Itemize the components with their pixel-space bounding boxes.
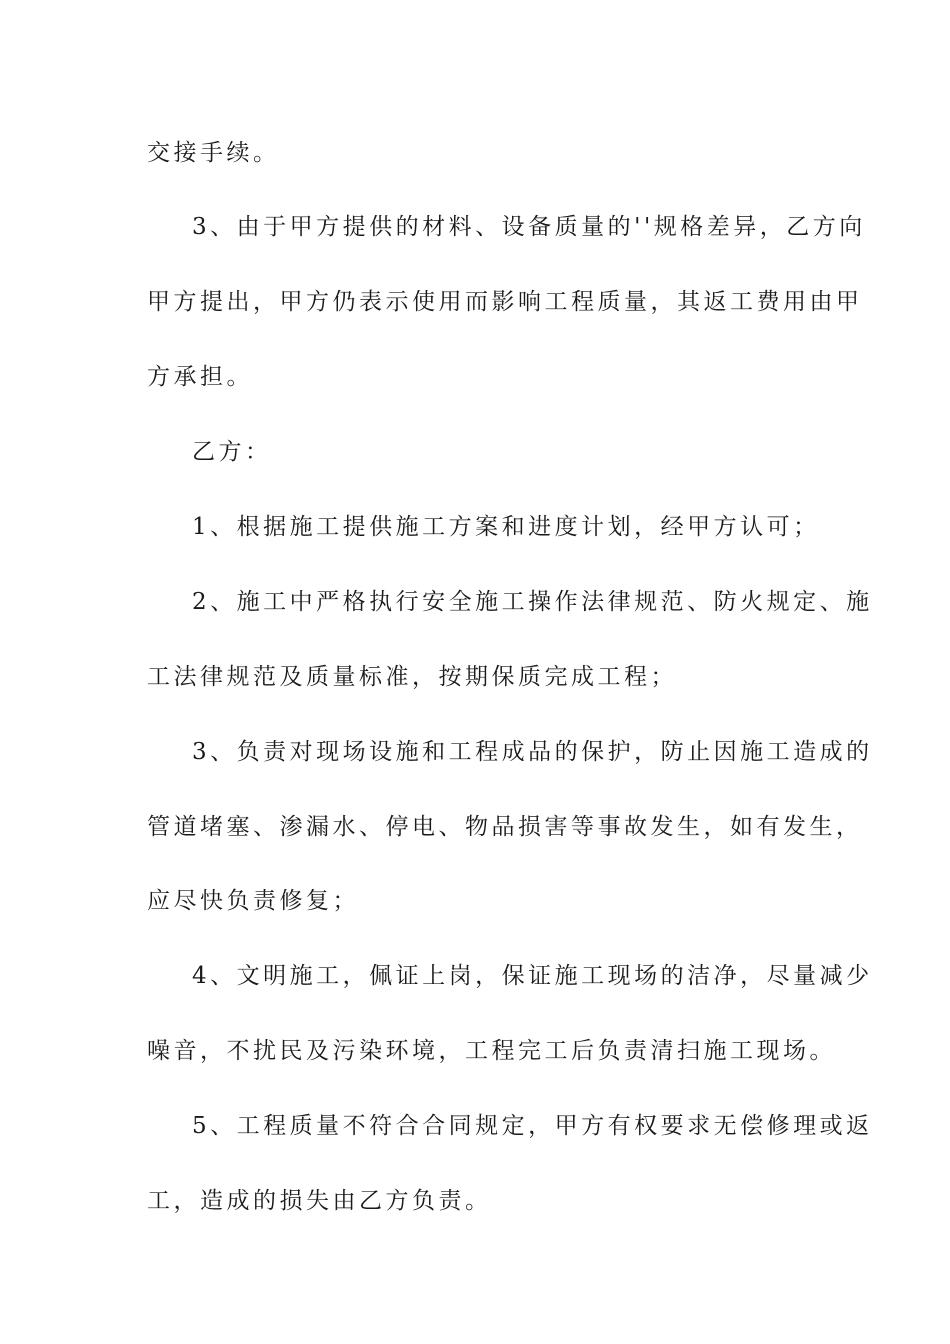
- text-line: 乙方：: [192, 439, 272, 465]
- text-line: 交接手续。: [147, 140, 280, 166]
- text-line: 3、由于甲方提供的材料、设备质量的''规格差异，乙方向: [192, 214, 866, 240]
- text-line: 噪音，不扰民及污染环境，工程完工后负责清扫施工现场。: [147, 1038, 836, 1064]
- text-line: 甲方提出，甲方仍表示使用而影响工程质量，其返工费用由甲: [147, 289, 863, 315]
- text-line: 管道堵塞、渗漏水、停电、物品损害等事故发生，如有发生，: [147, 814, 863, 840]
- text-line: 1、根据施工提供施工方案和进度计划，经甲方认可；: [192, 514, 820, 540]
- text-line: 工法律规范及质量标准，按期保质完成工程；: [147, 664, 677, 690]
- text-line: 4、文明施工，佩证上岗，保证施工现场的洁净，尽量减少: [192, 963, 873, 989]
- text-line: 2、施工中严格执行安全施工操作法律规范、防火规定、施: [192, 589, 873, 615]
- text-line: 3、负责对现场设施和工程成品的保护，防止因施工造成的: [192, 739, 873, 765]
- text-line: 工，造成的损失由乙方负责。: [147, 1188, 492, 1214]
- text-line: 方承担。: [147, 364, 253, 390]
- text-line: 5、工程质量不符合合同规定，甲方有权要求无偿修理或返: [192, 1113, 873, 1139]
- text-line: 应尽快负责修复；: [147, 888, 359, 914]
